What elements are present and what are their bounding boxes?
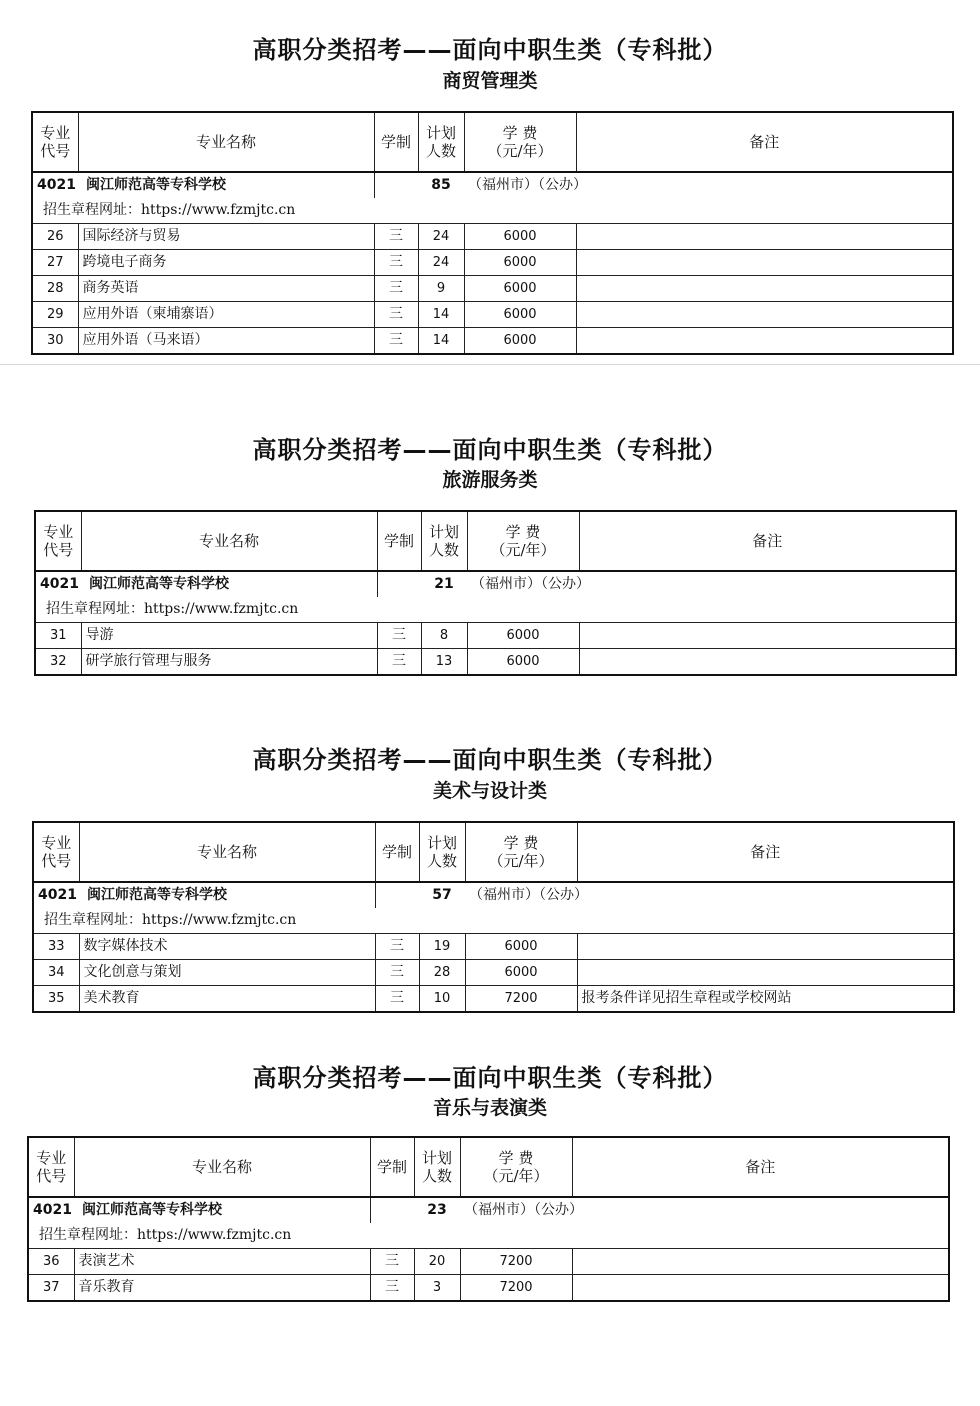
header-duration: 学制 <box>374 112 418 172</box>
school-name-cell <box>28 1197 370 1223</box>
major-plan: 14 <box>418 328 464 355</box>
major-note <box>576 276 953 302</box>
major-note <box>572 1275 949 1302</box>
page-divider <box>0 364 980 365</box>
major-duration: 三 <box>374 328 418 355</box>
header-plan: 计划 人数 <box>419 822 465 882</box>
header-note: 备注 <box>577 822 954 882</box>
admission-table <box>31 111 954 355</box>
major-note <box>576 302 953 328</box>
header-plan: 计划 人数 <box>414 1137 460 1197</box>
school-url-row <box>33 908 954 934</box>
school-url-row <box>35 597 956 623</box>
major-plan: 24 <box>418 224 464 250</box>
major-duration: 三 <box>375 986 419 1013</box>
admission-table <box>32 821 955 1013</box>
major-plan: 10 <box>419 986 465 1013</box>
major-plan: 8 <box>421 623 467 649</box>
major-fee: 6000 <box>464 302 576 328</box>
table-row <box>32 328 953 355</box>
school-url[interactable]: 招生章程网址：https://www.fzmjtc.cn <box>28 1223 949 1249</box>
school-row <box>33 882 954 908</box>
section-title: 高职分类招考——面向中职生类（专科批） <box>252 36 728 64</box>
section-subtitle: 商贸管理类 <box>442 70 538 92</box>
major-code: 31 <box>35 623 81 649</box>
major-duration: 三 <box>377 623 421 649</box>
school-info: （福州市）（公办） <box>465 882 954 908</box>
school-plan: 57 <box>419 882 465 908</box>
header-code: 专业 代号 <box>28 1137 74 1197</box>
major-plan: 9 <box>418 276 464 302</box>
major-fee: 6000 <box>464 276 576 302</box>
major-note <box>577 934 954 960</box>
school-code: 4021 <box>38 887 77 903</box>
header-fee: 学 费 （元/年） <box>464 112 576 172</box>
header-note: 备注 <box>572 1137 949 1197</box>
header-note: 备注 <box>576 112 953 172</box>
major-fee: 6000 <box>467 649 579 676</box>
major-name: 跨境电子商务 <box>78 250 374 276</box>
major-note <box>579 649 956 676</box>
header-row <box>28 1137 949 1197</box>
major-duration: 三 <box>375 934 419 960</box>
admission-table <box>27 1136 950 1302</box>
header-row <box>33 822 954 882</box>
school-duration-cell <box>375 882 419 908</box>
school-url-row <box>28 1223 949 1249</box>
table-row <box>33 986 954 1013</box>
school-info: （福州市）（公办） <box>460 1197 949 1223</box>
major-plan: 28 <box>419 960 465 986</box>
section-title: 高职分类招考——面向中职生类（专科批） <box>252 746 728 774</box>
header-duration: 学制 <box>375 822 419 882</box>
major-duration: 三 <box>375 960 419 986</box>
major-code: 28 <box>32 276 78 302</box>
major-fee: 6000 <box>464 328 576 355</box>
school-name: 闽江师范高等专科学校 <box>86 887 227 903</box>
major-name: 美术教育 <box>79 986 375 1013</box>
header-fee: 学 费 （元/年） <box>465 822 577 882</box>
major-note <box>576 328 953 355</box>
table-row <box>32 224 953 250</box>
major-plan: 13 <box>421 649 467 676</box>
school-name: 闽江师范高等专科学校 <box>85 177 226 193</box>
header-code: 专业 代号 <box>33 822 79 882</box>
major-fee: 7200 <box>465 986 577 1013</box>
major-note <box>576 250 953 276</box>
major-duration: 三 <box>370 1275 414 1302</box>
school-row <box>32 172 953 198</box>
school-url[interactable]: 招生章程网址：https://www.fzmjtc.cn <box>33 908 954 934</box>
section-title: 高职分类招考——面向中职生类（专科批） <box>252 436 728 464</box>
header-name: 专业名称 <box>78 112 374 172</box>
table-row <box>32 276 953 302</box>
major-code: 32 <box>35 649 81 676</box>
school-info: （福州市）（公办） <box>464 172 953 198</box>
header-duration: 学制 <box>377 511 421 571</box>
school-name: 闽江师范高等专科学校 <box>81 1202 222 1218</box>
header-fee: 学 费 （元/年） <box>460 1137 572 1197</box>
school-row <box>35 571 956 597</box>
major-fee: 7200 <box>460 1275 572 1302</box>
major-duration: 三 <box>374 250 418 276</box>
section-title: 高职分类招考——面向中职生类（专科批） <box>252 1064 728 1092</box>
major-code: 37 <box>28 1275 74 1302</box>
major-name: 应用外语（柬埔寨语） <box>78 302 374 328</box>
header-plan: 计划 人数 <box>418 112 464 172</box>
school-duration-cell <box>374 172 418 198</box>
major-name: 导游 <box>81 623 377 649</box>
school-plan: 21 <box>421 571 467 597</box>
header-code: 专业 代号 <box>35 511 81 571</box>
header-row <box>32 112 953 172</box>
school-row <box>28 1197 949 1223</box>
major-fee: 7200 <box>460 1249 572 1275</box>
table-row <box>35 649 956 676</box>
school-name-cell <box>33 882 375 908</box>
major-plan: 24 <box>418 250 464 276</box>
table-row <box>32 250 953 276</box>
header-note: 备注 <box>579 511 956 571</box>
major-code: 36 <box>28 1249 74 1275</box>
school-code: 4021 <box>40 576 79 592</box>
school-plan: 85 <box>418 172 464 198</box>
table-row <box>28 1275 949 1302</box>
school-code: 4021 <box>37 177 76 193</box>
major-fee: 6000 <box>465 960 577 986</box>
major-note <box>572 1249 949 1275</box>
school-url[interactable]: 招生章程网址：https://www.fzmjtc.cn <box>32 198 953 224</box>
major-code: 34 <box>33 960 79 986</box>
school-code: 4021 <box>33 1202 72 1218</box>
major-note: 报考条件详见招生章程或学校网站 <box>577 986 954 1013</box>
major-code: 27 <box>32 250 78 276</box>
major-name: 国际经济与贸易 <box>78 224 374 250</box>
school-name: 闽江师范高等专科学校 <box>88 576 229 592</box>
school-duration-cell <box>377 571 421 597</box>
major-name: 应用外语（马来语） <box>78 328 374 355</box>
table-row <box>35 623 956 649</box>
section-subtitle: 美术与设计类 <box>432 780 547 802</box>
major-duration: 三 <box>374 302 418 328</box>
school-plan: 23 <box>414 1197 460 1223</box>
major-code: 33 <box>33 934 79 960</box>
major-code: 30 <box>32 328 78 355</box>
major-name: 文化创意与策划 <box>79 960 375 986</box>
major-fee: 6000 <box>465 934 577 960</box>
major-plan: 14 <box>418 302 464 328</box>
section-subtitle: 音乐与表演类 <box>432 1097 547 1119</box>
major-name: 研学旅行管理与服务 <box>81 649 377 676</box>
major-code: 26 <box>32 224 78 250</box>
major-name: 表演艺术 <box>74 1249 370 1275</box>
header-duration: 学制 <box>370 1137 414 1197</box>
section-subtitle: 旅游服务类 <box>442 469 538 491</box>
major-plan: 3 <box>414 1275 460 1302</box>
major-duration: 三 <box>370 1249 414 1275</box>
major-note <box>576 224 953 250</box>
major-code: 35 <box>33 986 79 1013</box>
header-name: 专业名称 <box>81 511 377 571</box>
table-row <box>33 960 954 986</box>
school-duration-cell <box>370 1197 414 1223</box>
header-name: 专业名称 <box>79 822 375 882</box>
major-duration: 三 <box>374 224 418 250</box>
major-duration: 三 <box>377 649 421 676</box>
table-row <box>33 934 954 960</box>
major-name: 数字媒体技术 <box>79 934 375 960</box>
header-fee: 学 费 （元/年） <box>467 511 579 571</box>
school-name-cell <box>32 172 374 198</box>
major-name: 音乐教育 <box>74 1275 370 1302</box>
table-row <box>28 1249 949 1275</box>
major-plan: 19 <box>419 934 465 960</box>
header-name: 专业名称 <box>74 1137 370 1197</box>
major-name: 商务英语 <box>78 276 374 302</box>
major-code: 29 <box>32 302 78 328</box>
major-duration: 三 <box>374 276 418 302</box>
header-row <box>35 511 956 571</box>
major-fee: 6000 <box>467 623 579 649</box>
table-row <box>32 302 953 328</box>
school-url[interactable]: 招生章程网址：https://www.fzmjtc.cn <box>35 597 956 623</box>
school-url-row <box>32 198 953 224</box>
header-code: 专业 代号 <box>32 112 78 172</box>
admission-table <box>34 510 957 676</box>
header-plan: 计划 人数 <box>421 511 467 571</box>
major-fee: 6000 <box>464 250 576 276</box>
major-note <box>577 960 954 986</box>
major-plan: 20 <box>414 1249 460 1275</box>
school-name-cell <box>35 571 377 597</box>
school-info: （福州市）（公办） <box>467 571 956 597</box>
major-note <box>579 623 956 649</box>
major-fee: 6000 <box>464 224 576 250</box>
